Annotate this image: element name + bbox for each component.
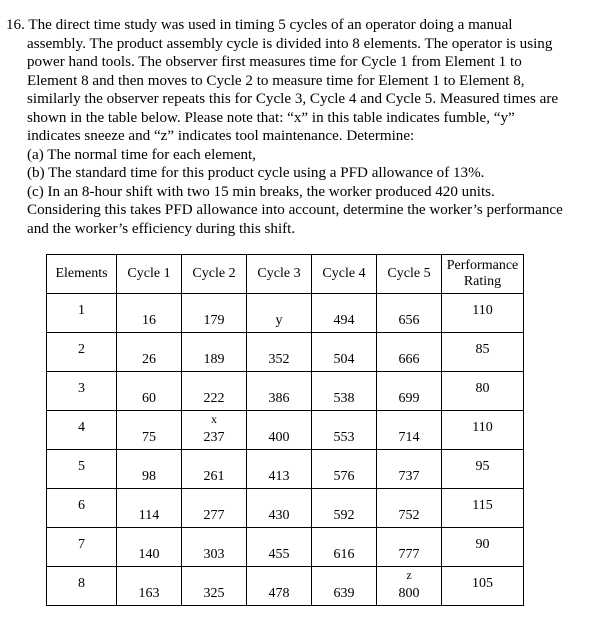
cycle-2-time <box>182 294 247 333</box>
cycle-5-time <box>377 294 442 333</box>
question-text <box>6 16 611 238</box>
cycle-2-time <box>182 333 247 372</box>
element-number-value: 4 <box>78 420 85 435</box>
question-line: assembly. The product assembly cycle is divided into 8 elements. The operator is using <box>27 35 553 52</box>
cycle-4-time-value: 639 <box>333 586 355 601</box>
cycle-2-time <box>182 411 247 450</box>
performance-rating-value: 80 <box>475 381 490 396</box>
table-row <box>47 450 524 489</box>
cycle-5-time-value: 777 <box>398 547 420 562</box>
cycle-5-time-value: 656 <box>398 313 420 328</box>
cycle-2-time-value: 303 <box>203 547 225 562</box>
question-line: Considering this takes PFD allowance into account, determine the worker’s performance <box>27 202 563 218</box>
cycle-2-time-value: 189 <box>203 352 225 367</box>
element-number <box>47 528 117 567</box>
cycle-1-time <box>117 528 182 567</box>
cycle-1-time <box>117 567 182 606</box>
cycle-4-time <box>312 294 377 333</box>
question-line: and the worker’s efficiency during this shift. <box>27 220 296 237</box>
header-elements: Elements <box>47 255 117 294</box>
element-number-value: 5 <box>78 459 85 474</box>
cycle-3-time <box>247 489 312 528</box>
cycle-1-time-value: 60 <box>142 391 156 406</box>
cycle-2-time <box>182 567 247 606</box>
cycle-4-time-value: 592 <box>333 508 355 523</box>
cycle-5-time-value: 699 <box>398 391 420 406</box>
performance-rating-value: 110 <box>472 303 493 318</box>
performance-rating <box>442 372 524 411</box>
cycle-3-time-value: 478 <box>268 586 290 601</box>
time-study-table <box>46 254 524 606</box>
cycle-3-time <box>247 372 312 411</box>
cycle-4-time-value: 538 <box>333 391 355 406</box>
cycle-5-time <box>377 411 442 450</box>
cycle-3-time <box>247 528 312 567</box>
question-line: indicates sneeze and “z” indicates tool maintenance. Determine: <box>27 128 415 144</box>
element-number <box>47 567 117 606</box>
cycle-1-time <box>117 489 182 528</box>
cycle-3-time <box>247 411 312 450</box>
performance-rating <box>442 411 524 450</box>
cycle-2-time <box>182 489 247 528</box>
cycle-1-time <box>117 411 182 450</box>
cycle-5-time <box>377 333 442 372</box>
cycle-5-time-value: 714 <box>398 430 420 445</box>
performance-rating <box>442 489 524 528</box>
cycle-3-time-value: 386 <box>268 391 290 406</box>
performance-rating <box>442 528 524 567</box>
header-cycle-1: Cycle 1 <box>117 255 182 294</box>
performance-rating-value: 85 <box>475 342 490 357</box>
cycle-5-time <box>377 372 442 411</box>
cycle-1-time-value: 140 <box>138 547 160 562</box>
cycle-2-time-value: 325 <box>203 586 225 601</box>
cycle-3-time-value: 352 <box>268 352 290 367</box>
cycle-5-time-value: 752 <box>398 508 420 523</box>
cycle-3-time-value: 430 <box>268 508 290 523</box>
table-row <box>47 294 524 333</box>
cycle-4-time-value: 616 <box>333 547 355 562</box>
table-row <box>47 528 524 567</box>
cycle-1-time <box>117 294 182 333</box>
element-number-value: 1 <box>78 303 85 318</box>
header-cycle-4: Cycle 4 <box>312 255 377 294</box>
element-number <box>47 372 117 411</box>
cycle-1-time-value: 163 <box>138 586 160 601</box>
cycle-5-time-value: 666 <box>398 352 420 367</box>
element-number-value: 7 <box>78 537 85 552</box>
cycle-4-time <box>312 333 377 372</box>
cycle-2-time-value: 179 <box>203 313 225 328</box>
question-line: 16. The direct time study was used in timing 5 cycles of an operator doing a manual <box>6 17 513 33</box>
question-line: power hand tools. The observer first measures time for Cycle 1 from Element 1 to <box>27 54 522 70</box>
table-row <box>47 333 524 372</box>
header-cycle-5: Cycle 5 <box>377 255 442 294</box>
cycle-1-time <box>117 333 182 372</box>
cycle-2-time-value: 237 <box>203 430 225 445</box>
cycle-3-time-value: 455 <box>268 547 290 562</box>
cycle-1-time <box>117 450 182 489</box>
cycle-5-time-value: 737 <box>398 469 420 484</box>
cycle-4-time <box>312 372 377 411</box>
cycle-5-time-value: 800 <box>398 586 420 601</box>
header-performance-rating <box>442 255 524 294</box>
question-line: (a) The normal time for each element, <box>27 146 256 163</box>
cycle-2-time-value: 261 <box>203 469 225 484</box>
question-line: (b) The standard time for this product cycle using a PFD allowance of 13%. <box>27 165 485 181</box>
cycle-4-time <box>312 567 377 606</box>
cycle-2-time-value: 277 <box>203 508 225 523</box>
cycle-1-time <box>117 372 182 411</box>
cycle-2-time-value: 222 <box>203 391 225 406</box>
question-line: Element 8 and then moves to Cycle 2 to measure time for Element 1 to Element 8, <box>27 72 525 89</box>
cycle-1-time-value: 98 <box>142 469 156 484</box>
cycle-4-time <box>312 528 377 567</box>
cycle-4-time <box>312 450 377 489</box>
cycle-2-time <box>182 372 247 411</box>
cycle-4-time <box>312 411 377 450</box>
element-number-value: 6 <box>78 498 85 513</box>
table-row <box>47 372 524 411</box>
element-number <box>47 411 117 450</box>
cycle-2-time <box>182 528 247 567</box>
cycle-5-time <box>377 489 442 528</box>
question-line: (c) In an 8-hour shift with two 15 min breaks, the worker produced 420 units. <box>27 183 495 200</box>
table-header-row <box>47 255 524 294</box>
performance-rating-value: 110 <box>472 420 493 435</box>
cycle-4-time-value: 494 <box>333 313 355 328</box>
cycle-5-time <box>377 450 442 489</box>
performance-rating-value: 115 <box>472 498 493 513</box>
cycle-3-time <box>247 333 312 372</box>
header-performance: Performance <box>446 258 519 273</box>
element-number <box>47 294 117 333</box>
element-number <box>47 450 117 489</box>
cycle-3-time-value: 413 <box>268 469 290 484</box>
performance-rating-value: 90 <box>475 537 490 552</box>
cycle-3-time <box>247 450 312 489</box>
element-number <box>47 333 117 372</box>
cycle-3-time <box>247 294 312 333</box>
cycle-1-time-value: 16 <box>142 313 156 328</box>
cycle-1-time-value: 26 <box>142 352 156 367</box>
table-row <box>47 411 524 450</box>
performance-rating <box>442 567 524 606</box>
question-line: shown in the table below. Please note that: “x” in this table indicates fumble, “y” <box>27 109 515 126</box>
cycle-2-time <box>182 450 247 489</box>
performance-rating <box>442 294 524 333</box>
question-line: similarly the observer repeats this for Cycle 3, Cycle 4 and Cycle 5. Measured times are <box>27 91 559 107</box>
cycle-4-time-value: 553 <box>333 430 355 445</box>
performance-rating <box>442 450 524 489</box>
cycle-3-time-value: y <box>275 313 283 328</box>
annotation-mark: x <box>211 412 217 426</box>
cycle-1-time-value: 75 <box>142 430 156 445</box>
cycle-4-time-value: 576 <box>333 469 355 484</box>
header-cycle-2: Cycle 2 <box>182 255 247 294</box>
cycle-4-time <box>312 489 377 528</box>
cycle-3-time-value: 400 <box>268 430 290 445</box>
cycle-5-time <box>377 528 442 567</box>
header-cycle-3: Cycle 3 <box>247 255 312 294</box>
element-number <box>47 489 117 528</box>
cycle-3-time <box>247 567 312 606</box>
element-number-value: 8 <box>78 576 85 591</box>
performance-rating-value: 105 <box>472 576 493 591</box>
table-row <box>47 489 524 528</box>
cycle-4-time-value: 504 <box>333 352 355 367</box>
table-row <box>47 567 524 606</box>
cycle-5-time <box>377 567 442 606</box>
header-rating: Rating <box>463 274 502 289</box>
performance-rating-value: 95 <box>475 459 490 474</box>
cycle-1-time-value: 114 <box>138 508 160 523</box>
element-number-value: 2 <box>78 342 85 357</box>
performance-rating <box>442 333 524 372</box>
annotation-mark: z <box>406 568 412 582</box>
element-number-value: 3 <box>78 381 85 396</box>
